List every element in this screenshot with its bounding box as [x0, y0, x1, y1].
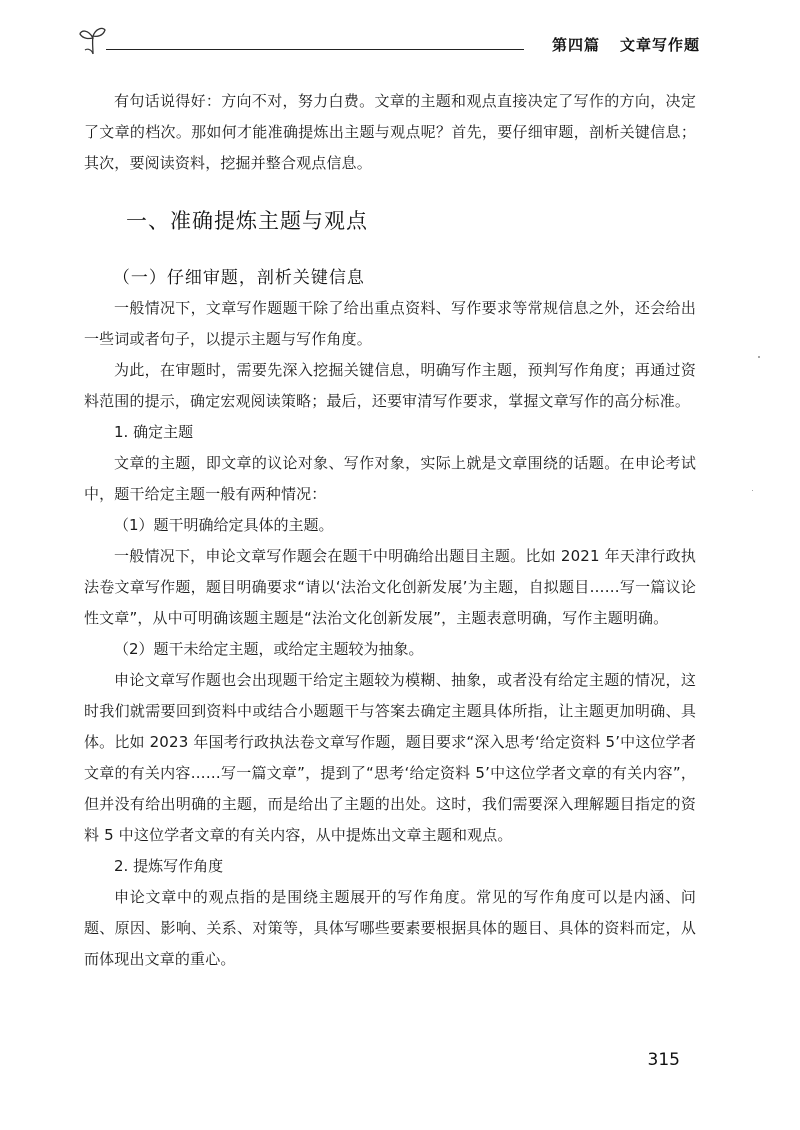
paragraph-1: 一般情况下，文章写作题题干除了给出重点资料、写作要求等常规信息之外，还会给出一些词或者句子，以提示主题与写作角度。: [84, 299, 696, 348]
point-1-heading: 1. 确定主题: [114, 423, 194, 441]
point-1-paragraph: 文章的主题，即文章的议论对象、写作对象，实际上就是文章围绕的话题。在申论考试中，题干给定主题一般有两种情况：: [84, 454, 696, 503]
section-heading: 一、准确提炼主题与观点: [126, 209, 368, 233]
page-body: [84, 86, 696, 975]
point-2-heading: 2. 提炼写作角度: [114, 857, 224, 875]
sprout-icon: [78, 24, 108, 58]
chapter-name: 文章写作题: [619, 36, 700, 54]
case-1-paragraph: 一般情况下，申论文章写作题会在题干中明确给出题目主题。比如 2021 年天津行政执法卷文章写作题，题目明确要求“请以‘法治文化创新发展’为主题，自拟题目……写一篇议论性文章”，从中可明确该题主题是“法治文化创新发展”，主题表意明确，写作主题明确。: [84, 547, 696, 627]
point-2-paragraph: 申论文章中的观点指的是围绕主题展开的写作角度。常见的写作角度可以是内涵、问题、原因、影响、关系、对策等，具体写哪些要素要根据具体的题目、具体的资料而定，从而体现出文章的重心。: [84, 888, 696, 968]
page-number: 315: [647, 1050, 680, 1070]
case-1-heading: （1）题干明确给定具体的主题。: [114, 516, 334, 534]
subsection-heading: （一）仔细审题，剖析关键信息: [112, 268, 365, 288]
paragraph-2: 为此，在审题时，需要先深入挖掘关键信息，明确写作主题，预判写作角度；再通过资料范围的提示，确定宏观阅读策略；最后，还要审清写作要求，掌握文章写作的高分标准。: [84, 361, 696, 410]
running-header: [78, 30, 700, 60]
part-label: 第四篇: [551, 36, 600, 54]
header-rule: [106, 49, 524, 50]
case-2-paragraph: 申论文章写作题也会出现题干给定主题较为模糊、抽象，或者没有给定主题的情况，这时我们就需要回到资料中或结合小题题干与答案去确定主题具体所指，让主题更加明确、具体。比如 2023 年国考行政执法卷文章写作题，题目要求“深入思考‘给定资料 5’中这位学者文章的有关内容……写一篇文章”，提到了“思考‘给定资料 5’中这位学者文章的有关内容”，但并没有给出明确的主题，而是给出了主题的出处。这时，我们需要深入理解题目指定的资料 5 中这位学者文章的有关内容，从中提炼出文章主题和观点。: [84, 671, 696, 844]
chapter-title: [552, 34, 700, 55]
intro-paragraph: 有句话说得好：方向不对，努力白费。文章的主题和观点直接决定了写作的方向，决定了文章的档次。那如何才能准确提炼出主题与观点呢？首先，要仔细审题，剖析关键信息；其次，要阅读资料，挖掘并整合观点信息。: [84, 92, 696, 172]
case-2-heading: （2）题干未给定主题，或给定主题较为抽象。: [114, 640, 424, 658]
